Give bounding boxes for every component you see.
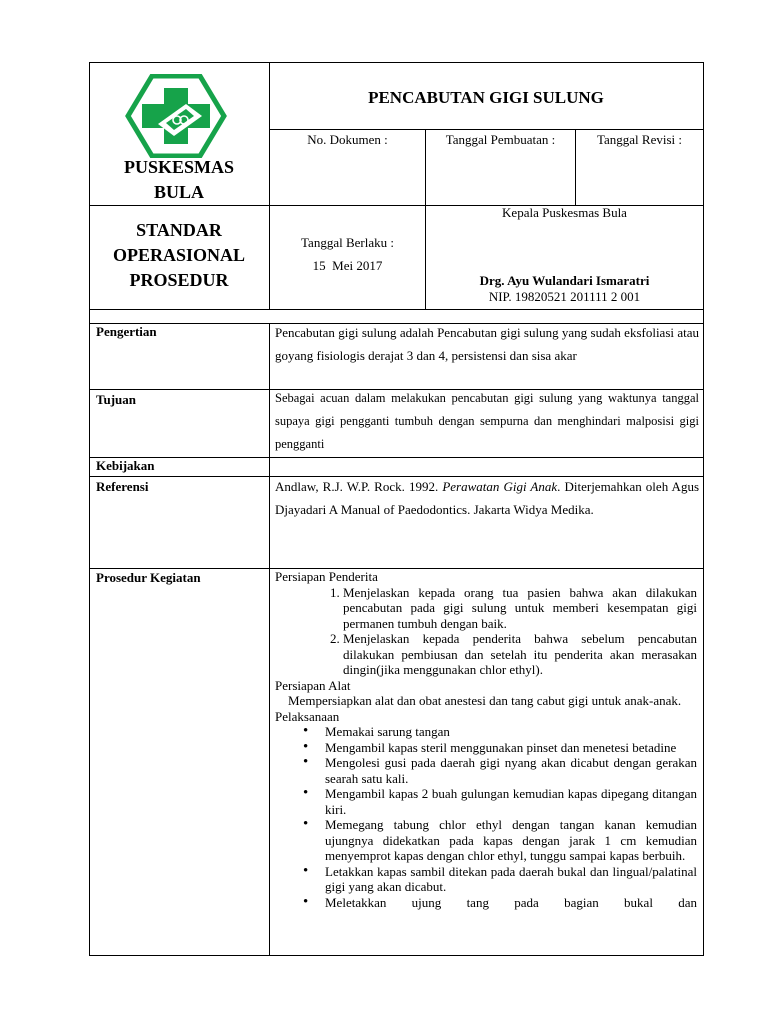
puskesmas-logo xyxy=(124,74,228,158)
kepala-label: Kepala Puskesmas Bula xyxy=(502,205,627,220)
list-item: • Mengambil kapas steril menggunakan pinset dan menetesi betadine xyxy=(325,740,697,756)
penderita-list xyxy=(275,585,697,678)
persiapan-alat-heading: Persiapan Alat xyxy=(275,677,351,693)
list-item: • Meletakkan ujung tang pada bagian bukal dan xyxy=(325,895,697,911)
tujuan-text: Sebagai acuan dalam melakukan pencabutan gigi sulung yang waktunya tanggal supaya gigi pengganti tumbuh dengan sempurna dan menghindari malposisi gigi pengganti xyxy=(275,391,699,451)
tujuan-label: Tujuan xyxy=(96,392,136,407)
list-item: 1. Menjelaskan kepada orang tua pasien bahwa akan dilakukan pencabutan pada gigi sulung untuk memberi kesempatan gigi permanen tumbuh dengan baik. xyxy=(343,585,697,632)
document-title: PENCABUTAN GIGI SULUNG xyxy=(368,88,604,107)
tanggal-revisi-label: Tanggal Revisi : xyxy=(596,132,683,147)
organization-name: PUSKESMAS BULA xyxy=(123,157,235,202)
tanggal-berlaku-value: 15 Mei 2017 xyxy=(312,258,383,273)
pengertian-label: Pengertian xyxy=(96,324,157,339)
kepala-name: Drg. Ayu Wulandari Ismaratri xyxy=(479,273,650,288)
list-item: • Mengambil kapas 2 buah gulungan kemudian kapas dipegang ditangan kiri. xyxy=(325,786,697,817)
referensi-label: Referensi xyxy=(96,479,149,494)
list-item: • Memakai sarung tangan xyxy=(325,724,697,740)
kepala-nip: NIP. 19820521 201111 2 001 xyxy=(488,289,641,304)
pengertian-text: Pencabutan gigi sulung adalah Pencabutan gigi sulung yang sudah eksfoliasi atau goyang fisiologis derajat 3 dan 4, persistensi dan sisa akar xyxy=(275,325,699,363)
tanggal-berlaku-label: Tanggal Berlaku : xyxy=(301,235,394,250)
alat-text: Mempersiapkan alat dan obat anestesi dan tang cabut gigi untuk anak-anak. xyxy=(288,693,682,708)
prosedur-label: Prosedur Kegiatan xyxy=(96,570,201,585)
kebijakan-label: Kebijakan xyxy=(96,458,155,473)
sop-title: STANDAR OPERASIONAL PROSEDUR xyxy=(112,220,246,290)
list-item: • Letakkan kapas sambil ditekan pada daerah bukal dan lingual/palatinal gigi yang akan dicabut. xyxy=(325,864,697,895)
list-item: • Mengolesi gusi pada daerah gigi nyang akan dicabut dengan gerakan searah satu kali. xyxy=(325,755,697,786)
pelaksanaan-heading: Pelaksanaan xyxy=(275,708,340,724)
list-item: 2. Menjelaskan kepada penderita bahwa sebelum pencabutan dilakukan pembiusan dan setelah itu penderita akan merasakan dingin(jika menggunakan chlor ethyl). xyxy=(343,631,697,678)
persiapan-penderita-heading: Persiapan Penderita xyxy=(275,569,378,584)
referensi-text: Andlaw, R.J. W.P. Rock. 1992. Perawatan Gigi Anak. Diterjemahkan oleh Agus Djayadari A Manual of Paedodontics. Jakarta Widya Medika. xyxy=(275,479,700,517)
referensi-title: Perawatan Gigi Anak xyxy=(442,479,558,494)
list-item: • Memegang tabung chlor ethyl dengan tangan kanan kemudian ujungnya didekatkan pada kapas dengan jarak 1 cm kemudian menyemprot kapas dengan chlor ethyl, tunggu sampai kapas berbuih. xyxy=(325,817,697,864)
prosedur-content xyxy=(275,569,697,910)
no-dokumen-label: No. Dokumen : xyxy=(307,132,388,147)
tanggal-pembuatan-label: Tanggal Pembuatan : xyxy=(445,132,556,147)
pelaksanaan-list xyxy=(275,724,697,910)
